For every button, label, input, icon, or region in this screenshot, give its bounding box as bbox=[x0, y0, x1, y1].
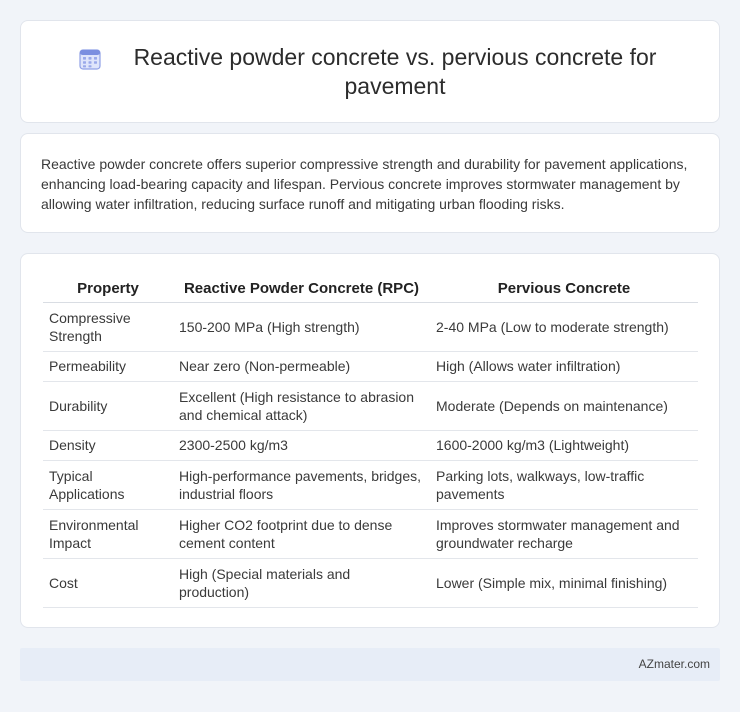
cell-pervious: Parking lots, walkways, low-traffic pavements bbox=[430, 460, 698, 509]
cell-rpc: Excellent (High resistance to abrasion and chemical attack) bbox=[173, 381, 430, 430]
table-row bbox=[43, 302, 698, 351]
cell-rpc: Higher CO2 footprint due to dense cement content bbox=[173, 509, 430, 558]
cell-rpc: Near zero (Non-permeable) bbox=[173, 351, 430, 381]
cell-property: Compressive Strength bbox=[43, 302, 173, 351]
cell-property: Typical Applications bbox=[43, 460, 173, 509]
cell-rpc: 150-200 MPa (High strength) bbox=[173, 302, 430, 351]
comparison-table-card bbox=[20, 253, 720, 628]
cell-pervious: Moderate (Depends on maintenance) bbox=[430, 381, 698, 430]
header-property: Property bbox=[43, 276, 173, 302]
header-rpc: Reactive Powder Concrete (RPC) bbox=[173, 276, 430, 302]
table-row bbox=[43, 351, 698, 381]
comparison-table bbox=[43, 276, 698, 608]
title-wrap bbox=[21, 43, 719, 101]
cell-property: Density bbox=[43, 430, 173, 460]
cell-property: Permeability bbox=[43, 351, 173, 381]
cell-property: Cost bbox=[43, 558, 173, 607]
title-card bbox=[20, 20, 720, 123]
cell-rpc: 2300-2500 kg/m3 bbox=[173, 430, 430, 460]
table-row bbox=[43, 430, 698, 460]
page-title: Reactive powder concrete vs. pervious concrete for pavement bbox=[133, 44, 657, 99]
cell-property: Environmental Impact bbox=[43, 509, 173, 558]
header-pervious: Pervious Concrete bbox=[430, 276, 698, 302]
cell-pervious: 1600-2000 kg/m3 (Lightweight) bbox=[430, 430, 698, 460]
cell-pervious: Lower (Simple mix, minimal finishing) bbox=[430, 558, 698, 607]
calendar-icon bbox=[78, 47, 102, 71]
table-header-row bbox=[43, 276, 698, 302]
table-row bbox=[43, 509, 698, 558]
cell-pervious: High (Allows water infiltration) bbox=[430, 351, 698, 381]
table-row bbox=[43, 381, 698, 430]
summary-text: Reactive powder concrete offers superior compressive strength and durability for pavement applications, enhancing load-bearing capacity and lifespan. Pervious concrete improves stormwater management by allowing water infiltration, reducing surface runoff and mitigating urban flooding risks. bbox=[41, 156, 688, 212]
cell-rpc: High-performance pavements, bridges, industrial floors bbox=[173, 460, 430, 509]
footer-brand[interactable]: AZmater.com bbox=[638, 657, 710, 671]
cell-rpc: High (Special materials and production) bbox=[173, 558, 430, 607]
cell-pervious: 2-40 MPa (Low to moderate strength) bbox=[430, 302, 698, 351]
cell-property: Durability bbox=[43, 381, 173, 430]
table-row bbox=[43, 460, 698, 509]
footer-bar bbox=[20, 648, 720, 681]
table-row bbox=[43, 558, 698, 607]
summary-card bbox=[20, 133, 720, 233]
cell-pervious: Improves stormwater management and groundwater recharge bbox=[430, 509, 698, 558]
